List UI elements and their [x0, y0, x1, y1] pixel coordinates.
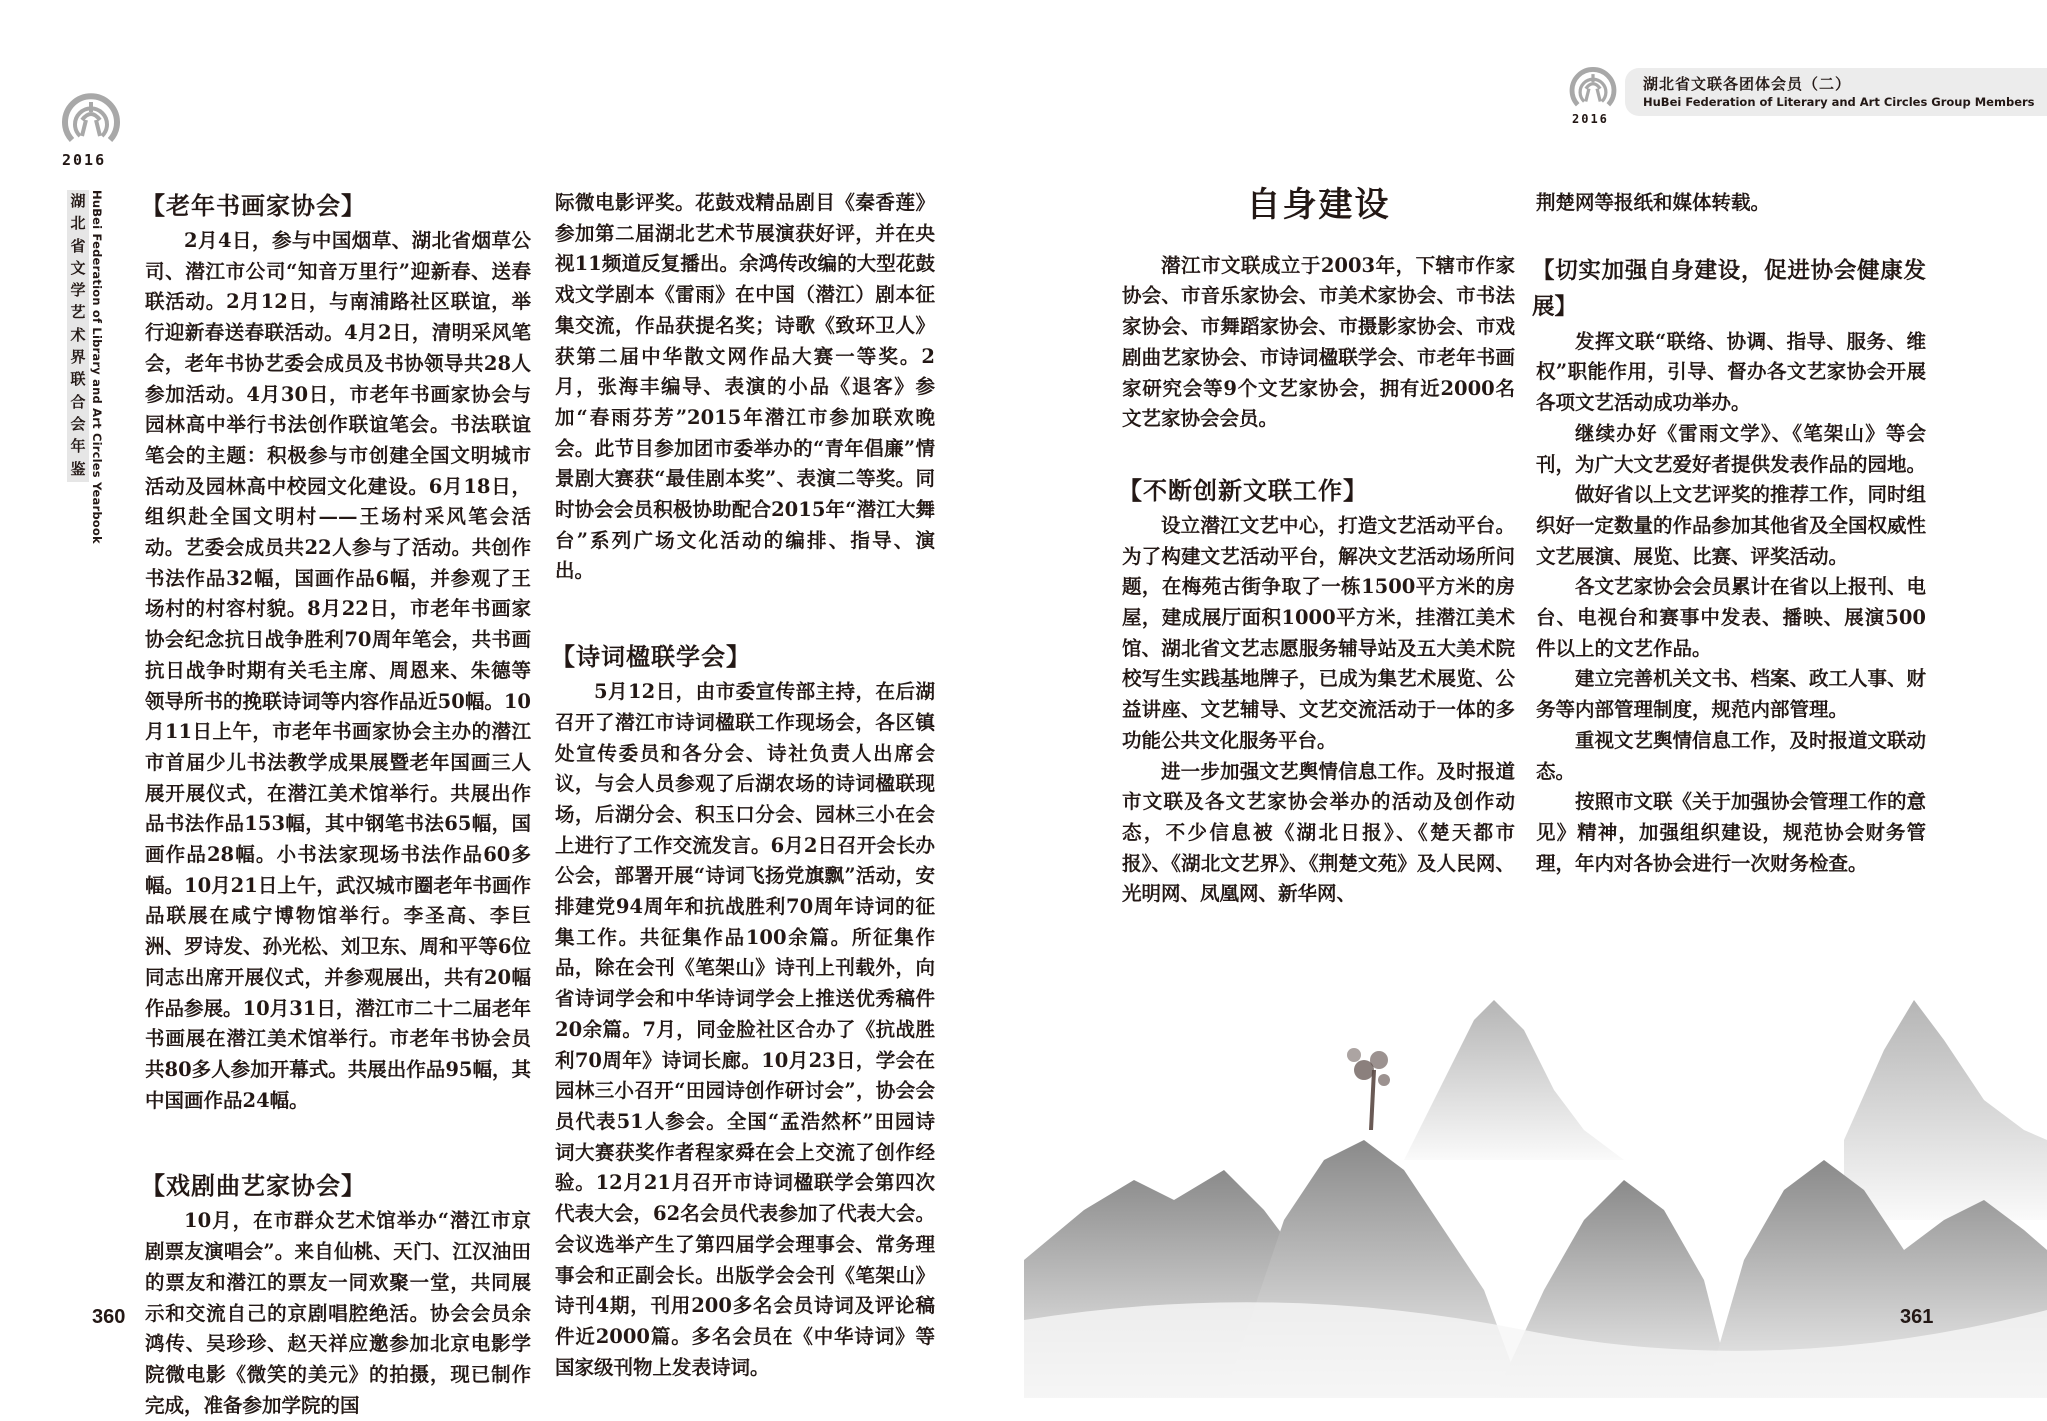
distant-mountain — [1404, 1000, 1624, 1160]
side-char: 术 — [70, 325, 86, 344]
header-title-cn: 湖北省文联各团体会员（二） — [1643, 75, 1852, 93]
side-title-en: HuBei Federation of Library and Art Circles Yearbook — [90, 190, 104, 544]
page-number-right: 361 — [1900, 1306, 1934, 1328]
side-char: 北 — [70, 214, 86, 233]
paragraph: 荆楚网等报纸和媒体转载。 — [1536, 191, 1771, 214]
paragraph: 潜江市文联成立于2003年，下辖市作家协会、市音乐家协会、市美术家协会、市书法家协会、市舞蹈家协会、市摄影家协会、市戏剧曲艺家协会、市诗词楹联学会、市老年书画家研究会等9个文艺家协会，拥有近2000名文艺家协会会员。 — [1122, 253, 1515, 431]
paragraph: 继续办好《雷雨文学》、《笔架山》等会刊，为广大文艺爱好者提供发表作品的园地。 — [1536, 421, 1927, 476]
paragraph: 10月，在市群众艺术馆举办“潜江市京剧票友演唱会”。来自仙桃、天门、江汉油田的票友和潜江的票友一同欢聚一堂，共同展示和交流自己的京剧唱腔绝活。协会会员余鸿传、吴珍珍、赵天祥应邀参加北京电影学院微电影《微笑的美元》的拍摄，现已制作完成，准备参加学院的国 — [145, 1209, 531, 1417]
side-char: 合 — [70, 392, 86, 411]
distant-mountain — [1844, 1000, 2047, 1220]
section-heading: 【戏剧曲艺家协会】 — [141, 1172, 366, 1201]
side-char: 省 — [70, 236, 86, 255]
paragraph: 按照市文联《关于加强协会管理工作的意见》精神，加强组织建设，规范协会财务管理，年内对各协会进行一次财务检查。 — [1536, 790, 1927, 875]
side-char: 湖 — [70, 192, 86, 210]
header-title-en: HuBei Federation of Literary and Art Circles Group Members — [1643, 95, 2035, 109]
side-char: 年 — [70, 437, 86, 456]
federation-emblem-icon — [1568, 64, 1618, 110]
section-heading: 【老年书画家协会】 — [141, 192, 366, 220]
side-char: 联 — [70, 370, 86, 389]
side-title-cn — [67, 190, 89, 482]
paragraph: 建立完善机关文书、档案、政工人事、财务等内部管理制度，规范内部管理。 — [1536, 667, 1927, 722]
left-column-1 — [141, 188, 531, 1421]
side-char: 学 — [70, 281, 86, 300]
page-number-left: 360 — [92, 1306, 126, 1328]
running-header — [1625, 68, 2047, 116]
section-heading: 【切实加强自身建设，促进协会健康发展】 — [1532, 257, 1926, 320]
paragraph: 设立潜江文艺中心，打造文艺活动平台。为了构建文艺活动平台，解决文艺活动场所问题，在梅苑古街争取了一栋1500平方米的房屋，建成展厅面积1000平方米，挂潜江美术馆、湖北省文艺志愿服务辅导站及五大美术院校写生实践基地牌子，已成为集艺术展览、公益讲座、文艺辅导、文艺交流活动于一体的多功能公共文化服务平台。 — [1122, 513, 1515, 752]
year-label: 2016 — [1572, 112, 1609, 126]
paragraph: 2月4日，参与中国烟草、湖北省烟草公司、潜江市公司“知音万里行”迎新春、送春联活动。2月12日，与南浦路社区联谊，举行迎新春送春联活动。4月2日，清明采风笔会，老年书协艺委会成员及书协领导共28人参加活动。4月30日，市老年书画家协会与园林高中举行书法创作联谊笔会。书法联谊笔会的主题：积极参与市创建全国文明城市活动及园林高中校园文化建设。6月18日，组织赴全国文明村——王场村采风笔会活动。艺委会成员共22人参与了活动。共创作书法作品32幅，国画作品6幅，并参观了王场村的村容村貌。8月22日，市老年书画家协会纪念抗日战争胜利70周年笔会，共书画抗日战争时期有关毛主席、周恩来、朱德等领导所书的挽联诗词等内容作品近50幅。10月11日上午，市老年书画家协会主办的潜江市首届少儿书法教学成果展暨老年国画三人展开展仪式，在潜江美术馆举行。共展出作品书法作品153幅，其中钢笔书法65幅，国画作品28幅。小书法家现场书法作品60多幅。10月21日上午，武汉城市圈老年书画作品联展在咸宁博物馆举行。李圣高、李巨洲、罗诗发、孙光松、刘卫东、周和平等6位同志出席开展仪式，并参观展出，共有20幅作品参展。10月31日，潜江市二十二届老年书画展在潜江美术馆举行。市老年书协会员共80多人参加开幕式。共展出作品95幅，其中国画作品24幅。 — [145, 229, 531, 1112]
paragraph: 5月12日，由市委宣传部主持，在后湖召开了潜江市诗词楹联工作现场会，各区镇处宣传委员和各分会、诗社负责人出席会议，与会人员参观了后湖农场的诗词楹联现场，后湖分会、积玉口分会、园林三小在会上进行了工作交流发言。6月2日召开会长办公会，部署开展“诗词飞扬党旗飘”活动，安排建党94周年和抗战胜利70周年诗词的征集工作。共征集作品100余篇。所征集作品，除在会刊《笔架山》诗刊上刊载外，向省诗词学会和中华诗词学会上推送优秀稿件20余篇。7月，同金脸社区合办了《抗战胜利70周年》诗词长廊。10月23日，学会在园林三小召开“田园诗创作研讨会”，协会会员代表51人参会。全国“孟浩然杯”田园诗词大赛获奖作者程家舜在会上交流了创作经验。12月21月召开市诗词楹联学会第四次代表大会，62名会员代表参加了代表大会。会议选举产生了第四届学会理事会、常务理事会和正副会长。出版学会会刊《笔架山》诗刊4期，刊用200多名会员诗词及评论稿件近2000篇。多名会员在《中华诗词》等国家级刊物上发表诗词。 — [555, 680, 935, 1379]
paragraph: 发挥文联“联络、协调、指导、服务、维权”职能作用，引导、督办各文艺家协会开展各项文艺活动成功举办。 — [1536, 329, 1926, 415]
paragraph: 进一步加强文艺舆情信息工作。及时报道市文联及各文艺家协会举办的活动及创作动态，不少信息被《湖北日报》、《楚天都市报》、《湖北文艺界》、《荆楚文苑》及人民网、光明网、凤凰网、新华网、 — [1122, 759, 1515, 906]
side-char: 文 — [70, 258, 86, 277]
tree — [1347, 1048, 1390, 1130]
paragraph: 重视文艺舆情信息工作，及时报道文联动态。 — [1536, 728, 1927, 783]
side-char: 会 — [70, 414, 86, 433]
section-heading: 【不断创新文联工作】 — [1118, 476, 1368, 505]
paragraph: 际微电影评奖。花鼓戏精品剧目《秦香莲》参加第二届湖北艺术节展演获好评，并在央视11频道反复播出。余鸿传改编的大型花鼓戏文学剧本《雷雨》在中国（潜江）剧本征集交流，作品获提名奖；诗歌《致环卫人》获第二届中华散文网作品大赛一等奖。2月，张海丰编导、表演的小品《退客》参加“春雨芬芳”2015年潜江市参加联欢晚会。此节目参加团市委举办的“青年倡廉”情景剧大赛获“最佳剧本奖”、表演二等奖。同时协会会员积极协助配合2015年“潜江大舞台”系列广场文化活动的编排、指导、演出。 — [555, 191, 935, 583]
paragraph: 做好省以上文艺评奖的推荐工作，同时组织好一定数量的作品参加其他省及全国权威性文艺展演、展览、比赛、评奖活动。 — [1536, 483, 1927, 568]
right-column-2 — [1532, 188, 1927, 879]
ink-landscape-painting — [1024, 960, 2047, 1398]
side-char: 界 — [70, 348, 86, 367]
side-char: 艺 — [70, 303, 86, 322]
paragraph: 各文艺家协会会员累计在省以上报刊、电台、电视台和赛事中发表、播映、展演500件以上的文艺作品。 — [1536, 575, 1927, 660]
year-label: 2016 — [62, 151, 107, 169]
left-column-2 — [551, 188, 935, 1383]
section-heading: 【诗词楹联学会】 — [551, 643, 751, 672]
page-title: 自身建设 — [1246, 185, 1391, 225]
federation-emblem-icon — [60, 90, 122, 146]
right-column-1 — [1118, 185, 1515, 910]
side-char: 鉴 — [70, 459, 86, 478]
